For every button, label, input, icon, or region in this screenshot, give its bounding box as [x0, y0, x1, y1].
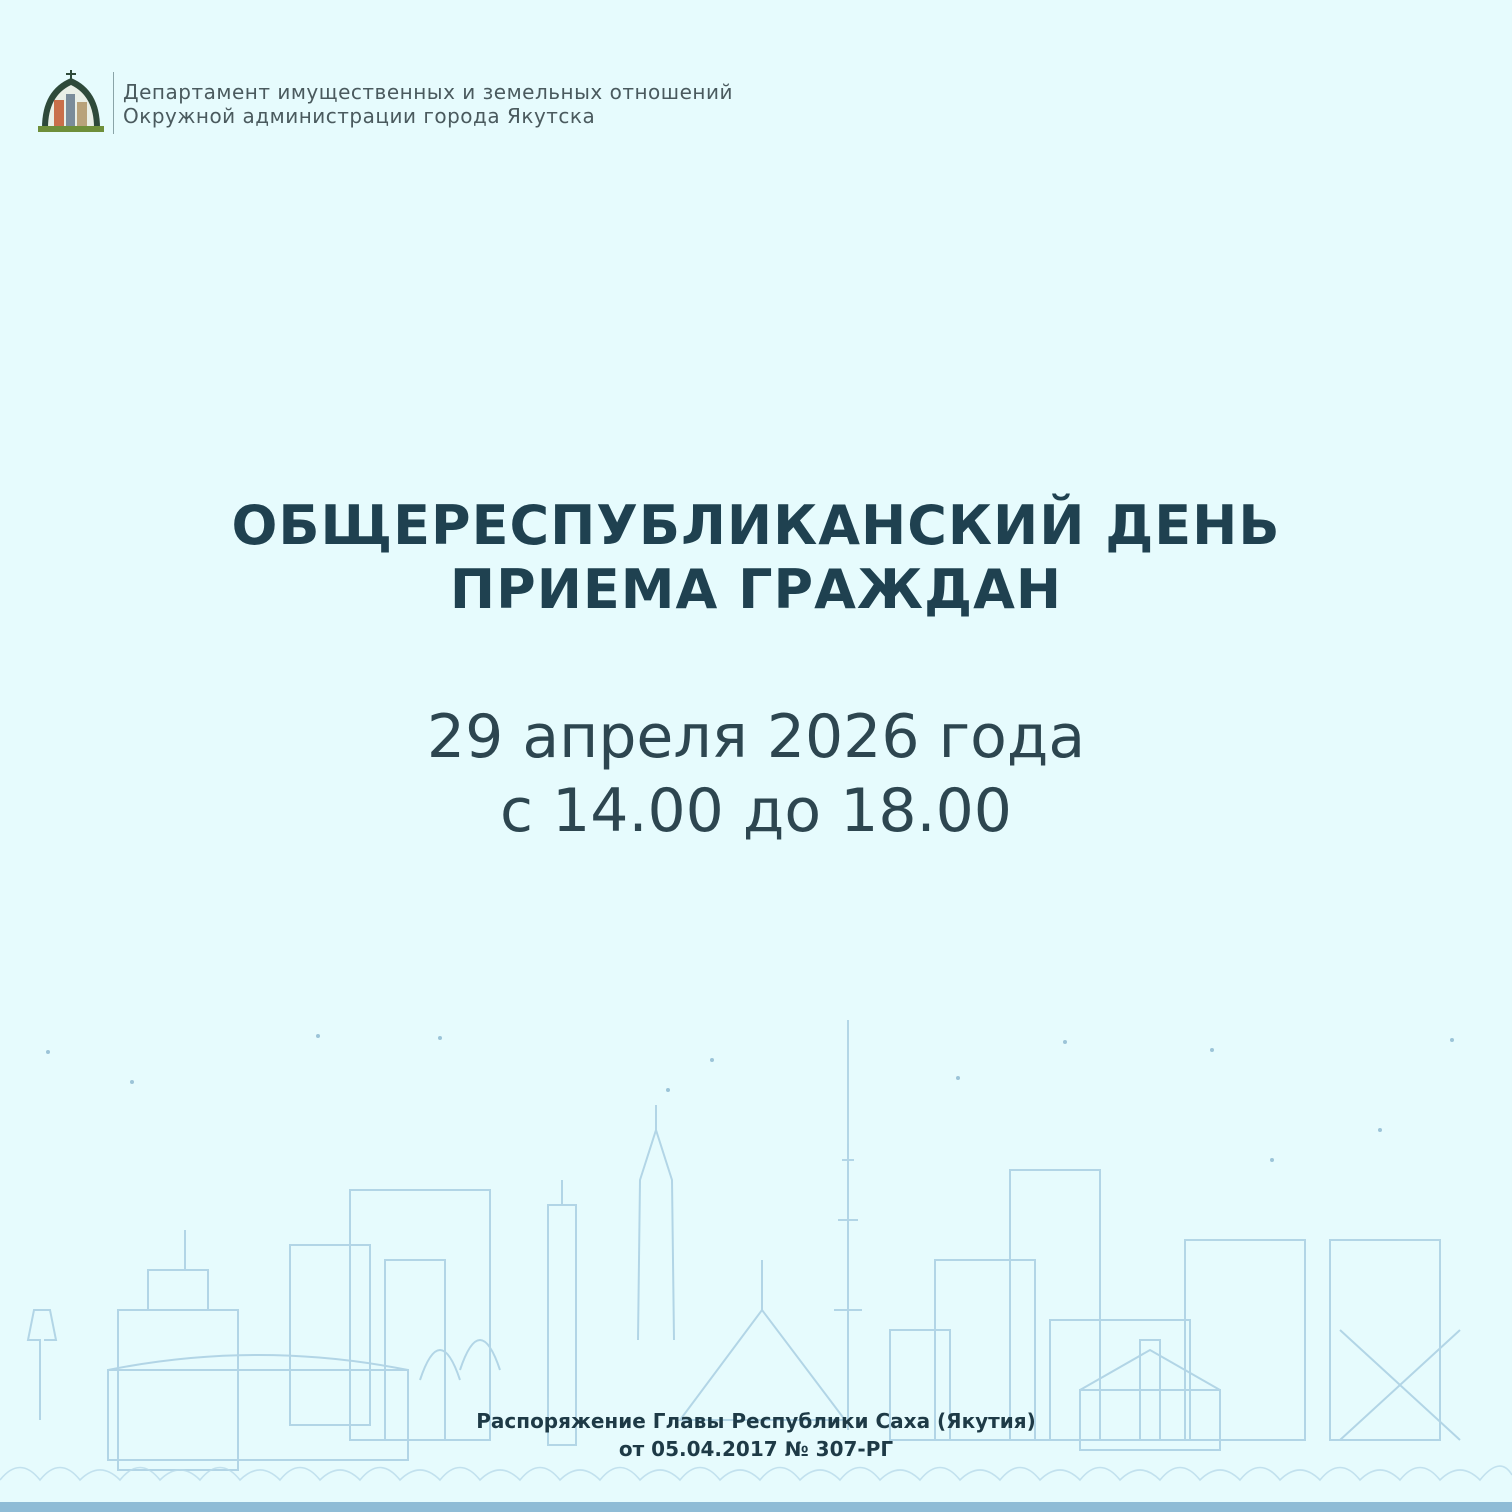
- order-reference: [0, 1407, 1512, 1463]
- page-title: [0, 494, 1512, 622]
- dept-line-1: Департамент имущественных и земельных отношений: [123, 80, 733, 104]
- dept-line-2: Окружной администрации города Якутска: [123, 104, 596, 128]
- event-date: 29 апреля 2026 года: [426, 702, 1086, 772]
- department-name: [123, 80, 733, 128]
- city-emblem-icon: [36, 68, 106, 136]
- title-line-1: ОБЩЕРЕСПУБЛИКАНСКИЙ ДЕНЬ: [231, 494, 1281, 557]
- title-line-2: ПРИЕМА ГРАЖДАН: [449, 558, 1063, 621]
- order-line-1: Распоряжение Главы Республики Саха (Якутия): [476, 1409, 1036, 1433]
- order-line-2: от 05.04.2017 № 307-РГ: [618, 1437, 894, 1461]
- logo-divider: [113, 72, 114, 134]
- event-datetime: [0, 700, 1512, 848]
- event-time: с 14.00 до 18.00: [500, 776, 1012, 846]
